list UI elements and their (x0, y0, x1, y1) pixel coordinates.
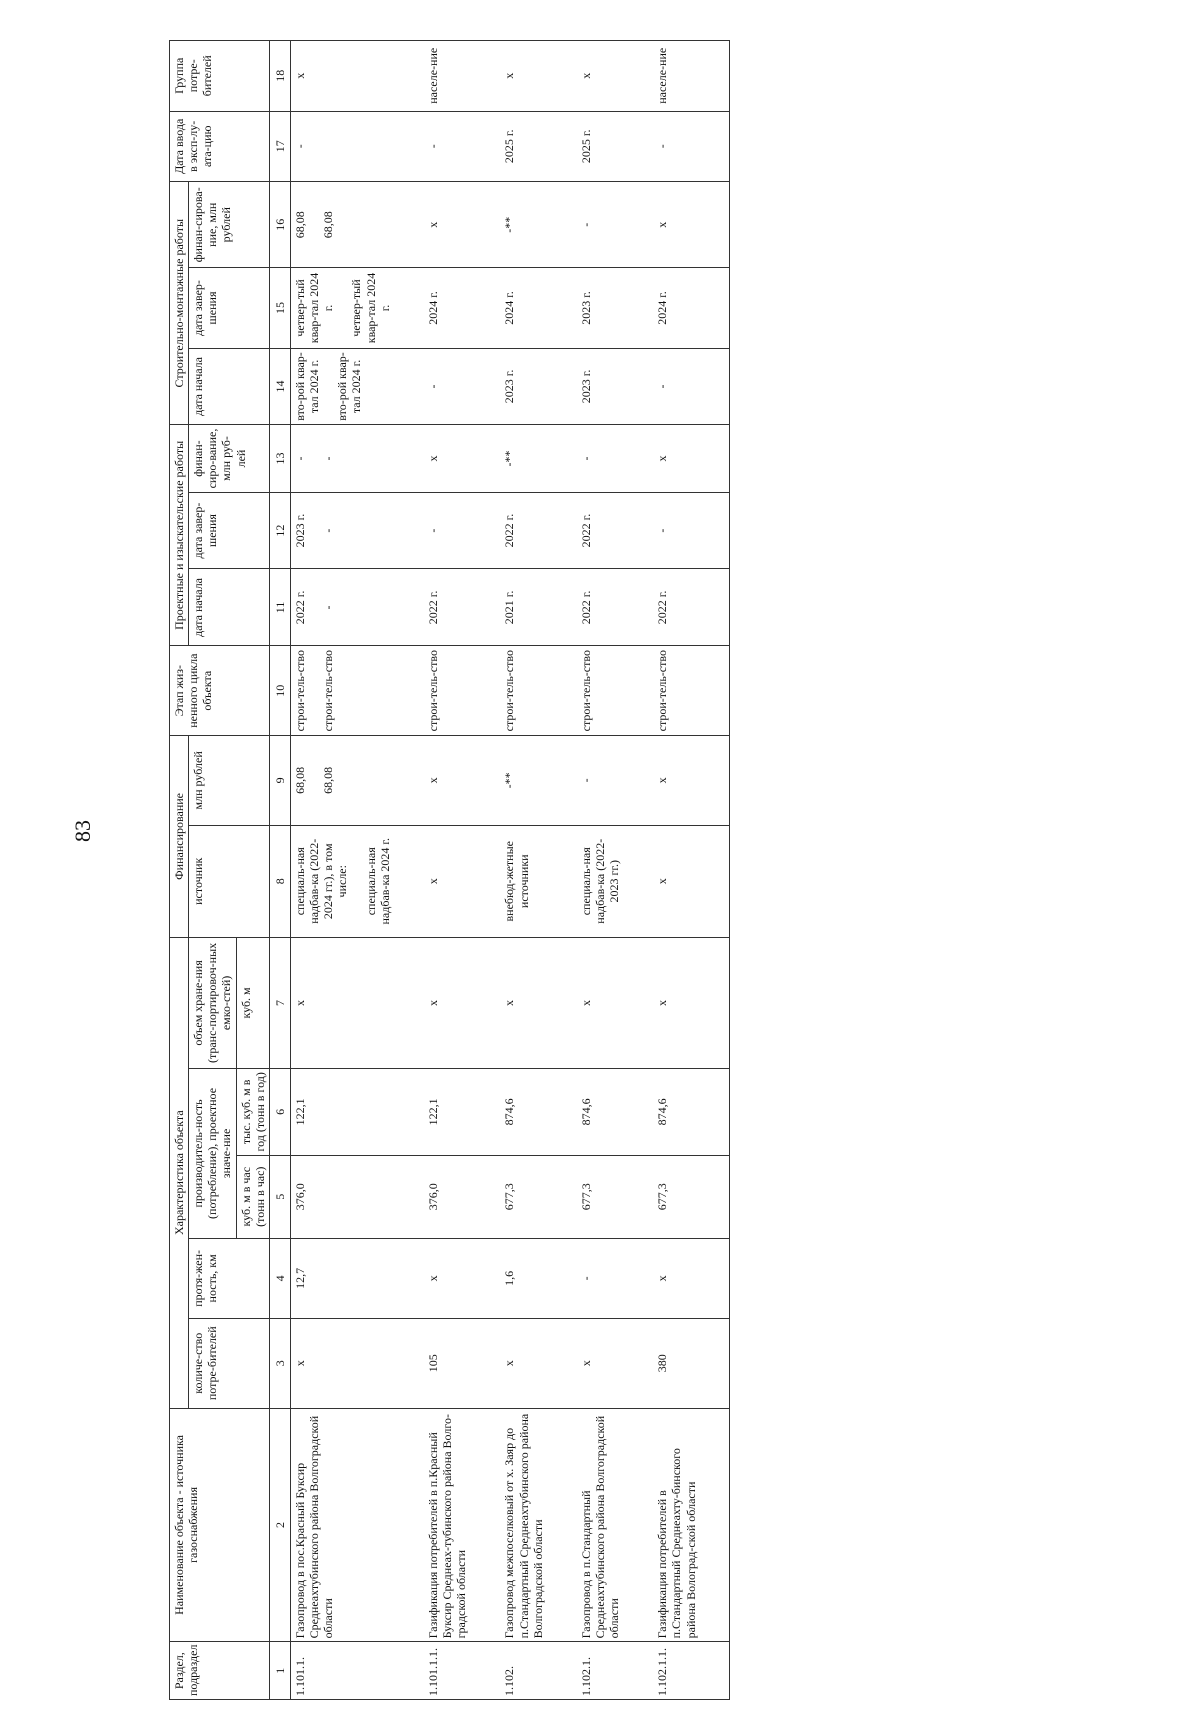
spacer-cell (547, 492, 577, 569)
row-constr-financing-value: - (578, 222, 593, 227)
spacer-cell (547, 1069, 577, 1155)
row-design-end (424, 492, 470, 569)
row-name: Газопровод в п.Стандартный Среднеахтубинского района Волгоградской области (577, 1408, 623, 1642)
spacer-cell (547, 1408, 577, 1642)
row-constr-start-value: 2023 г. (502, 369, 517, 404)
row-design-end-value: 2022 г. (578, 513, 593, 548)
row-name: Газопровод межпоселковый от х. Заяр до п.Стандартный Среднеахтубинского района Волгоградской области (500, 1408, 546, 1642)
row-design-financing-value: х (655, 455, 670, 462)
header-life-cycle: Этап жиз-ненного цикла объекта (170, 646, 270, 736)
spacer-cell (623, 348, 653, 425)
row-name: Газификация потребителей в п.Красный Буксир Среднеах-тубинского района Волго-градской области (424, 1408, 470, 1642)
header-consumer-group: Группа потре-бителей (170, 41, 270, 112)
spacer-cell (547, 1642, 577, 1700)
spacer-cell (394, 1238, 424, 1318)
document-table-area (169, 40, 1039, 1700)
spacer-cell (547, 425, 577, 492)
row-length: 12,7 (290, 1238, 393, 1318)
row-life-cycle-value: строи-тель-ство (321, 650, 336, 732)
spacer-cell (623, 492, 653, 569)
row-constr-end (424, 268, 470, 348)
row-capacity-hour: 677,3 (500, 1155, 546, 1238)
row-life-cycle (577, 646, 623, 736)
column-number-row (269, 41, 290, 1700)
header-storage: объем хране-ния (транс-портировоч-ных емко-стей) (189, 937, 236, 1068)
spacer-cell (623, 1642, 653, 1700)
spacer-cell (470, 425, 500, 492)
row-financing-value: х (655, 777, 670, 784)
row-code: 1.102.1. (577, 1642, 623, 1700)
column-number: 15 (269, 268, 290, 348)
row-design-start-value: 2022 г. (292, 590, 307, 625)
column-number: 9 (269, 736, 290, 826)
column-number: 18 (269, 41, 290, 112)
spacer-cell (547, 41, 577, 112)
spacer-cell (623, 1408, 653, 1642)
spacer-cell (623, 41, 653, 112)
row-design-end (290, 492, 393, 569)
spacer-cell (623, 111, 653, 181)
row-design-start-value: 2022 г. (425, 590, 440, 625)
header-constr-end: дата завер-шения (189, 268, 270, 348)
row-design-end (577, 492, 623, 569)
row-constr-start (290, 348, 393, 425)
row-financing (500, 736, 546, 826)
row-design-start (653, 569, 699, 646)
spacer-cell (700, 1408, 730, 1642)
row-design-end (653, 492, 699, 569)
header-characteristics: Характеристика объекта (170, 937, 189, 1408)
spacer-cell (470, 1155, 500, 1238)
spacer-cell (547, 1155, 577, 1238)
spacer-cell (470, 1408, 500, 1642)
spacer-cell (394, 268, 424, 348)
row-constr-end-value: 2024 г. (502, 291, 517, 325)
row-design-start (424, 569, 470, 646)
row-commission-date: - (290, 111, 393, 181)
column-number: 1 (269, 1642, 290, 1700)
row-design-start-value: - (321, 605, 336, 610)
table-row (577, 41, 623, 1700)
row-capacity-year: 874,6 (500, 1069, 546, 1155)
spacer-cell (547, 268, 577, 348)
row-design-end-value: - (655, 528, 670, 533)
column-number: 14 (269, 348, 290, 425)
row-capacity-year: 874,6 (577, 1069, 623, 1155)
row-consumers-count: х (290, 1318, 393, 1408)
row-constr-start (424, 348, 470, 425)
spacer-cell (623, 425, 653, 492)
spacer-cell (700, 1642, 730, 1700)
row-commission-date: 2025 г. (577, 111, 623, 181)
header-financing: Финансирование (170, 736, 189, 938)
row-constr-start (500, 348, 546, 425)
row-design-financing (500, 425, 546, 492)
row-name: Газопровод в пос.Красный Буксир Среднеахтубинского района Волгоградской области (290, 1408, 393, 1642)
table-row (424, 41, 470, 1700)
spacer-cell (470, 1069, 500, 1155)
column-number: 8 (269, 825, 290, 937)
table-row (290, 41, 393, 1700)
row-design-financing (290, 425, 393, 492)
spacer-cell (623, 268, 653, 348)
row-spacer (394, 41, 424, 1700)
spacer-cell (623, 1318, 653, 1408)
table-row (653, 41, 699, 1700)
row-design-financing-value: - (321, 456, 336, 461)
row-source-value: х (425, 878, 440, 885)
row-life-cycle (290, 646, 393, 736)
spacer-cell (700, 646, 730, 736)
row-storage: х (424, 937, 470, 1068)
row-spacer (700, 41, 730, 1700)
row-constr-start-value: - (425, 384, 440, 389)
row-storage: х (290, 937, 393, 1068)
spacer-cell (623, 569, 653, 646)
row-life-cycle-value: строи-тель-ство (292, 650, 307, 732)
row-life-cycle-value: строи-тель-ство (578, 650, 593, 732)
row-capacity-year: 874,6 (653, 1069, 699, 1155)
spacer-cell (394, 1318, 424, 1408)
spacer-cell (623, 1238, 653, 1318)
row-design-financing-value: - (578, 456, 593, 461)
row-code: 1.101.1.1. (424, 1642, 470, 1700)
spacer-cell (623, 646, 653, 736)
spacer-cell (700, 182, 730, 268)
column-number: 13 (269, 425, 290, 492)
row-constr-start (577, 348, 623, 425)
header-fin-amount: млн рублей (189, 736, 270, 826)
row-constr-financing (500, 182, 546, 268)
spacer-cell (470, 1642, 500, 1700)
row-constr-end-value: 2024 г. (655, 291, 670, 325)
header-source: источник (189, 825, 270, 937)
page-number: 83 (70, 820, 95, 842)
spacer-cell (470, 41, 500, 112)
header-capacity: производитель-ность (потребление), проектное значе-ние (189, 1069, 236, 1239)
row-capacity-year: 122,1 (290, 1069, 393, 1155)
row-source (290, 825, 393, 937)
column-number: 16 (269, 182, 290, 268)
row-consumers-count: х (577, 1318, 623, 1408)
spacer-cell (547, 1238, 577, 1318)
spacer-cell (547, 825, 577, 937)
row-spacer (623, 41, 653, 1700)
gas-supply-table (169, 40, 730, 1700)
spacer-cell (700, 348, 730, 425)
row-source (500, 825, 546, 937)
row-capacity-year: 122,1 (424, 1069, 470, 1155)
row-life-cycle (653, 646, 699, 736)
row-consumers-count: х (500, 1318, 546, 1408)
row-source (424, 825, 470, 937)
row-capacity-hour: 677,3 (653, 1155, 699, 1238)
spacer-cell (623, 736, 653, 826)
row-code: 1.101.1. (290, 1642, 393, 1700)
row-name: Газификация потребителей в п.Стандартный Среднеахту-бинского района Волоград-ской области (653, 1408, 699, 1642)
row-design-financing (653, 425, 699, 492)
row-constr-financing-value: -** (502, 216, 517, 233)
spacer-cell (394, 425, 424, 492)
spacer-cell (547, 182, 577, 268)
row-design-start-value: 2021 г. (502, 590, 517, 625)
row-constr-end (653, 268, 699, 348)
table-body (290, 41, 729, 1700)
row-constr-end (577, 268, 623, 348)
row-life-cycle-value: строи-тель-ство (502, 650, 517, 732)
row-design-end-value: - (425, 528, 440, 533)
row-financing (290, 736, 393, 826)
row-life-cycle-value: строи-тель-ство (425, 650, 440, 732)
spacer-cell (470, 182, 500, 268)
spacer-cell (700, 825, 730, 937)
row-spacer (470, 41, 500, 1700)
spacer-cell (470, 111, 500, 181)
spacer-cell (394, 825, 424, 937)
row-constr-financing-value: 68,08 (292, 211, 307, 239)
spacer-cell (470, 736, 500, 826)
column-number: 10 (269, 646, 290, 736)
row-financing (653, 736, 699, 826)
column-number: 12 (269, 492, 290, 569)
header-section: Раздел, подраздел (170, 1642, 270, 1700)
row-life-cycle (500, 646, 546, 736)
row-constr-financing-value: х (425, 221, 440, 228)
row-commission-date: - (424, 111, 470, 181)
column-number: 11 (269, 569, 290, 646)
row-financing (577, 736, 623, 826)
row-consumers-count: 105 (424, 1318, 470, 1408)
row-source-value: специаль-ная надбав-ка (2022-2023 гг.) (578, 838, 622, 924)
spacer-cell (394, 348, 424, 425)
spacer-cell (394, 111, 424, 181)
row-financing (424, 736, 470, 826)
spacer-cell (623, 1155, 653, 1238)
row-design-end (500, 492, 546, 569)
row-constr-financing (290, 182, 393, 268)
header-capacity-year: тыс. куб. м в год (тонн в год) (236, 1069, 269, 1155)
row-design-start-value: 2022 г. (655, 590, 670, 625)
spacer-cell (394, 182, 424, 268)
table-row (500, 41, 546, 1700)
row-length: - (577, 1238, 623, 1318)
row-storage: х (500, 937, 546, 1068)
row-constr-start-value: - (655, 384, 670, 389)
row-code: 1.102. (500, 1642, 546, 1700)
row-commission-date: 2025 г. (500, 111, 546, 181)
row-design-financing (577, 425, 623, 492)
spacer-cell (700, 268, 730, 348)
row-source-value: специаль-ная надбав-ка (2022-2024 гг.), в том числе: (292, 838, 350, 924)
header-length: протя-жен-ность, км (189, 1238, 270, 1318)
row-capacity-hour: 376,0 (290, 1155, 393, 1238)
row-consumer-group: х (577, 41, 623, 112)
spacer-cell (547, 1318, 577, 1408)
row-commission-date: - (653, 111, 699, 181)
spacer-cell (700, 1069, 730, 1155)
spacer-cell (700, 937, 730, 1068)
row-consumer-group: х (290, 41, 393, 112)
row-design-financing-value: - (292, 456, 307, 461)
row-financing-value: 68,08 (321, 766, 336, 794)
row-constr-start-value: вто-рой квар-тал 2024 г. (292, 352, 322, 421)
row-capacity-hour: 376,0 (424, 1155, 470, 1238)
header-constr-financing: финан-сирова-ние, млн рублей (189, 182, 270, 268)
row-length: х (653, 1238, 699, 1318)
spacer-cell (700, 569, 730, 646)
spacer-cell (394, 569, 424, 646)
row-design-financing-value: -** (502, 450, 517, 467)
spacer-cell (700, 1238, 730, 1318)
spacer-cell (700, 1318, 730, 1408)
row-capacity-hour: 677,3 (577, 1155, 623, 1238)
spacer-cell (470, 492, 500, 569)
spacer-cell (547, 937, 577, 1068)
column-number: 4 (269, 1238, 290, 1318)
row-constr-end-value: четвер-тый квар-тал 2024 г. (292, 272, 336, 344)
spacer-cell (700, 111, 730, 181)
spacer-cell (394, 1155, 424, 1238)
spacer-cell (470, 1238, 500, 1318)
spacer-cell (470, 569, 500, 646)
spacer-cell (547, 348, 577, 425)
row-code: 1.102.1.1. (653, 1642, 699, 1700)
header-object-name: Наименование объекта - источника газоснабжения (170, 1408, 270, 1642)
row-design-end-value: 2023 г. (292, 513, 307, 548)
row-source (577, 825, 623, 937)
spacer-cell (623, 1069, 653, 1155)
row-spacer (547, 41, 577, 1700)
row-design-financing-value: х (425, 455, 440, 462)
column-number: 17 (269, 111, 290, 181)
spacer-cell (470, 1318, 500, 1408)
column-number: 6 (269, 1069, 290, 1155)
row-consumer-group: х (500, 41, 546, 112)
row-source-value: х (655, 878, 670, 885)
header-constr-start: дата начала (189, 348, 270, 425)
spacer-cell (470, 937, 500, 1068)
row-design-financing (424, 425, 470, 492)
spacer-cell (700, 492, 730, 569)
spacer-cell (547, 111, 577, 181)
row-consumer-group: населе-ние (653, 41, 699, 112)
row-constr-end-value: 2024 г. (425, 291, 440, 325)
spacer-cell (700, 425, 730, 492)
spacer-cell (623, 825, 653, 937)
spacer-cell (394, 1642, 424, 1700)
spacer-cell (547, 646, 577, 736)
header-design-financing: финан-сиро-вание, млн руб-лей (189, 425, 270, 492)
row-life-cycle-value: строи-тель-ство (655, 650, 670, 732)
row-constr-financing (653, 182, 699, 268)
row-constr-end-value: четвер-тый квар-тал 2024 г. (349, 272, 392, 344)
spacer-cell (547, 569, 577, 646)
spacer-cell (623, 182, 653, 268)
header-design-start: дата начала (189, 569, 270, 646)
spacer-cell (394, 492, 424, 569)
row-length: х (424, 1238, 470, 1318)
row-constr-end (290, 268, 393, 348)
row-source-value: специаль-ная надбав-ка 2024 г. (363, 838, 392, 925)
header-design-end: дата завер-шения (189, 492, 270, 569)
row-length: 1,6 (500, 1238, 546, 1318)
header-construction-works: Строительно-монтажные работы (170, 182, 189, 425)
spacer-cell (470, 268, 500, 348)
row-constr-end-value: 2023 г. (578, 291, 593, 325)
header-consumers-count: количе-ство потре-бителей (189, 1318, 270, 1408)
row-constr-start (653, 348, 699, 425)
row-financing-value: 68,08 (292, 766, 307, 794)
row-consumer-group: населе-ние (424, 41, 470, 112)
column-number: 7 (269, 937, 290, 1068)
spacer-cell (470, 646, 500, 736)
spacer-cell (623, 937, 653, 1068)
spacer-cell (394, 41, 424, 112)
spacer-cell (394, 1408, 424, 1642)
row-design-start-value: 2022 г. (578, 590, 593, 625)
spacer-cell (394, 736, 424, 826)
spacer-cell (700, 1155, 730, 1238)
header-capacity-hour: куб. м в час (тонн в час) (236, 1155, 269, 1238)
header-commission-date: Дата ввода в эксп-лу-ата-цию (170, 111, 270, 181)
column-number: 2 (269, 1408, 290, 1642)
spacer-cell (470, 348, 500, 425)
row-storage: х (577, 937, 623, 1068)
row-constr-start-value: вто-рой квар-тал 2024 г. (335, 352, 364, 421)
row-life-cycle (424, 646, 470, 736)
spacer-cell (470, 825, 500, 937)
row-design-start (577, 569, 623, 646)
row-source-value: внебюд-жетные источники (502, 841, 531, 922)
row-design-start (500, 569, 546, 646)
row-financing-value: х (425, 777, 440, 784)
row-constr-start-value: 2023 г. (578, 369, 593, 404)
header-design-works: Проектные и изыскательские работы (170, 425, 189, 646)
row-financing-value: -** (502, 772, 517, 789)
row-constr-end (500, 268, 546, 348)
row-constr-financing-value: 68,08 (321, 211, 336, 239)
row-constr-financing-value: х (655, 221, 670, 228)
row-financing-value: - (578, 778, 593, 783)
column-number: 5 (269, 1155, 290, 1238)
column-number: 3 (269, 1318, 290, 1408)
header-storage-unit: куб. м (236, 937, 269, 1068)
row-design-start (290, 569, 393, 646)
row-constr-financing (424, 182, 470, 268)
spacer-cell (394, 646, 424, 736)
spacer-cell (394, 1069, 424, 1155)
row-storage: х (653, 937, 699, 1068)
spacer-cell (547, 736, 577, 826)
row-design-end-value: - (321, 528, 336, 533)
row-constr-financing (577, 182, 623, 268)
row-consumers-count: 380 (653, 1318, 699, 1408)
spacer-cell (700, 41, 730, 112)
row-source (653, 825, 699, 937)
spacer-cell (394, 937, 424, 1068)
row-design-end-value: 2022 г. (502, 513, 517, 548)
spacer-cell (700, 736, 730, 826)
